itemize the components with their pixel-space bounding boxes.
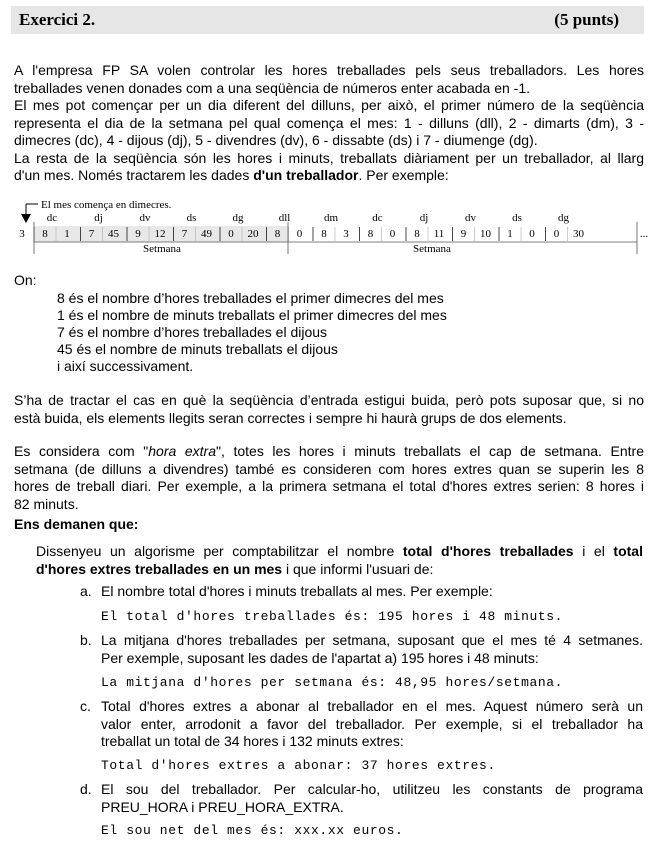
day-label: dv	[139, 212, 151, 224]
intro-text: . Per exemple:	[358, 167, 449, 183]
day-label: dm	[323, 212, 339, 224]
sequence-cell-value: 20	[247, 228, 259, 240]
extra-line: 82 minuts.	[14, 495, 79, 512]
item-d-line: El sou del treballador. Per calcular-ho, utilitzeu les constants de programa	[101, 781, 643, 797]
extra-text: ", totes les hores i minuts treballats el cap de setmana. Entre	[216, 443, 644, 459]
empty-line: està buida, els elements llegits seran correctes i sempre hi haurà grups de dos elements.	[14, 409, 567, 426]
sequence-cell-value: 12	[154, 228, 166, 240]
day-label: dv	[465, 212, 476, 224]
day-label: ds	[512, 212, 522, 224]
sequence-cell-value: 9	[460, 228, 467, 240]
intro-bold: d'un treballador	[253, 167, 359, 183]
on-label: On:	[14, 272, 37, 288]
item-a-text	[101, 583, 643, 601]
day-label: dc	[372, 212, 383, 224]
extra-paragraph	[14, 443, 644, 513]
ask-line	[36, 543, 643, 561]
item-b-text	[101, 632, 643, 667]
item-a-line: El nombre total d'hores i minuts treballats al mes. Per exemple:	[101, 583, 493, 599]
extra-text: Es considera com "	[14, 443, 149, 459]
week-label: Setmana	[413, 243, 451, 255]
day-label: dj	[419, 212, 429, 224]
item-a-letter: a.	[80, 583, 92, 599]
item-b-line: La mitjana d'hores treballades per setmana, suposant que el mes té 4 setmanes.	[101, 632, 643, 648]
day-label: dj	[94, 212, 103, 224]
item-d-text	[101, 781, 643, 816]
day-label: ds	[186, 212, 197, 224]
intro-paragraph	[14, 62, 644, 185]
ask-bold: total	[613, 543, 643, 559]
extra-italic: hora extra	[148, 443, 217, 459]
item-d-line: PREU_HORA i PREU_HORA_EXTRA.	[101, 798, 344, 815]
sequence-cell-value: 0	[389, 228, 396, 240]
sequence-cell-value: 11	[433, 228, 445, 240]
on-item: 7 és el nombre d’hores treballades el dijous	[57, 324, 328, 340]
sequence-cell-value: 49	[201, 228, 212, 240]
sequence-cell-value: 7	[181, 228, 188, 240]
intro-line: dimecres (dc), 4 - dijous (dj), 5 - divendres (dv), 6 - dissabte (ds) i 7 - diumenge (dg).	[14, 132, 538, 148]
intro-line: El mes pot començar per un dia diferent del dilluns, per això, el primer número de la seqüència	[14, 97, 644, 113]
sequence-cell-value: 8	[367, 228, 374, 240]
arrow-head-icon	[21, 214, 31, 223]
item-d-letter: d.	[80, 781, 92, 797]
item-c-letter: c.	[80, 698, 91, 714]
intro-line: La resta de la seqüència són les hores i minuts, treballats diàriament per un treballador, al llarg	[14, 149, 644, 166]
sequence-cell-value: 1	[507, 228, 513, 240]
ellipsis: ...	[639, 228, 649, 240]
sequence-cell-value: 0	[296, 228, 303, 240]
day-label: dc	[46, 212, 58, 224]
sequence-cell-value: 8	[321, 228, 327, 240]
ask-paragraph	[36, 543, 643, 578]
sequence-cell-value: 0	[228, 228, 234, 240]
day-label: dg	[232, 212, 244, 224]
figure-note: El mes comença en dimecres.	[41, 199, 172, 211]
on-item: i així successivament.	[57, 358, 194, 374]
day-label: dg	[558, 212, 569, 224]
item-b-line: Per exemple, suposant les dades de l'apartat a) 195 hores i 48 minuts:	[101, 649, 539, 666]
on-item: 45 és el nombre de minuts treballats el dijous	[57, 341, 338, 357]
week-label: Setmana	[143, 243, 181, 255]
ask-title: Ens demanen que:	[14, 516, 139, 532]
item-c-code: Total d'hores extres a abonar: 37 hores extres.	[101, 758, 496, 773]
intro-line: A l'empresa FP SA volen controlar les hores treballades pels seus treballadors. Les hores	[14, 62, 644, 78]
empty-line: S’ha de tractar el cas en què la seqüència d’entrada estigui buida, però pots suposar que, si no	[14, 392, 644, 408]
item-c-line: treballat un total de 34 hores i 132 minuts extres:	[101, 733, 404, 749]
day-label: dll	[278, 212, 291, 224]
sequence-figure	[12, 196, 652, 258]
sequence-cell-value: 10	[480, 228, 491, 240]
sequence-cell-value: 30	[573, 228, 584, 240]
intro-line: treballades venen donades com a una seqüència de números enter acabada en -1.	[14, 79, 531, 96]
item-a-code: El total d'hores treballades és: 195 hores i 48 minuts.	[101, 609, 564, 624]
ask-text: i el	[573, 543, 614, 559]
item-c-line: valor enter, arrodonit a favor del treballador. Per exemple, si el treballador ha	[101, 715, 643, 732]
sequence-cell-value: 9	[135, 228, 141, 240]
sequence-cell-value: 0	[529, 228, 535, 240]
item-d-code: El sou net del mes és: xxx.xx euros.	[101, 823, 404, 838]
sequence-cell-value: 3	[343, 228, 349, 240]
exercise-header	[11, 6, 644, 34]
empty-paragraph	[14, 392, 644, 427]
sequence-cell-value: 8	[414, 228, 420, 240]
ask-text: i que informi l'usuari de:	[282, 560, 434, 577]
ask-bold: total d'hores treballades	[402, 543, 574, 559]
sequence-cell-value: 0	[553, 228, 560, 240]
item-b-letter: b.	[80, 632, 92, 648]
ask-text: Dissenyeu un algorisme per comptabilitzar el nombre	[36, 543, 403, 559]
ask-line	[36, 561, 643, 579]
item-c-text	[101, 698, 643, 751]
extra-line: hores de treball diari. Per exemple, a la primera setmana el total d'hores extres serien: 8 hores i	[14, 478, 644, 494]
exercise-points: (5 punts)	[554, 10, 619, 29]
ask-bold: d'hores extres treballades en un mes	[36, 560, 283, 577]
item-c-line: Total d'hores extres a abonar al treballador en el mes. Aquest número serà un	[101, 698, 643, 714]
sequence-cell-value: 8	[274, 228, 281, 240]
sequence-cell-value: 45	[108, 228, 119, 240]
sequence-cell-value: 8	[42, 228, 48, 240]
intro-line: representa el dia de la setmana pel qual comença el mes: 1 - dilluns (dll), 2 - dimarts (dm), 3 -	[14, 114, 644, 131]
exercise-title: Exercici 2.	[19, 10, 96, 29]
extra-line: setmana (de dilluns a divendres) també es consideren com hores extres quan se superin les 8	[14, 460, 644, 477]
intro-text: d'un mes. Només tractarem les dades	[14, 167, 254, 183]
sequence-cell-value: 7	[88, 228, 95, 240]
extra-line	[14, 443, 644, 461]
sequence-cell-value: 1	[64, 228, 70, 240]
item-b-code: La mitjana d'hores per setmana és: 48,95 hores/setmana.	[101, 675, 564, 690]
first-day-number: 3	[19, 228, 25, 240]
on-item: 8 és el nombre d’hores treballades el primer dimecres del mes	[57, 290, 444, 306]
on-item: 1 és el nombre de minuts treballats el primer dimecres del mes	[57, 307, 447, 323]
intro-line	[14, 167, 644, 185]
